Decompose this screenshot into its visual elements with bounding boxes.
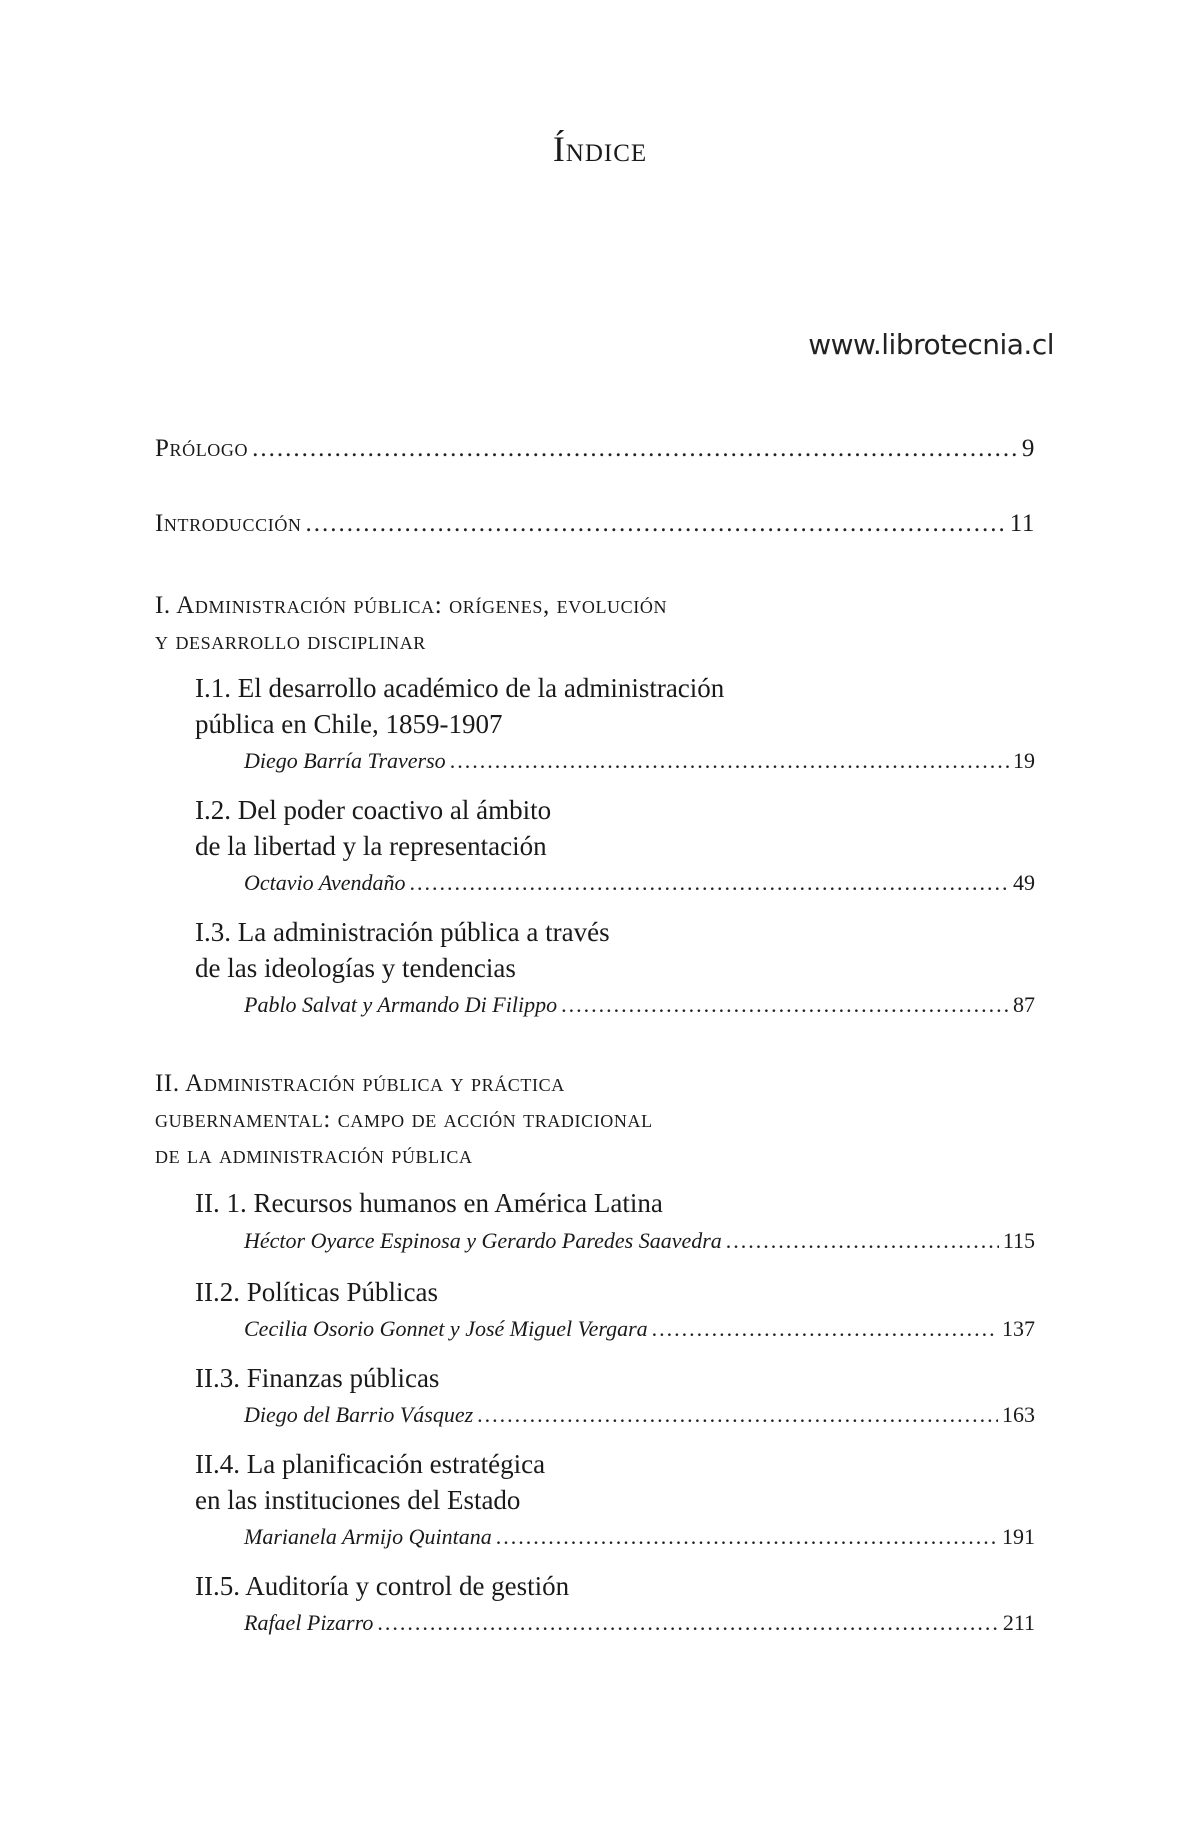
title-line: I.2. Del poder coactivo al ámbito	[195, 795, 552, 825]
toc-entry-introduccion	[155, 510, 1035, 538]
page-number: 191	[1002, 1524, 1035, 1549]
chapter-author: Diego del Barrio Vásquez	[244, 1402, 474, 1427]
page-title: Índice	[552, 129, 648, 169]
title-line: II.2. Políticas Públicas	[195, 1277, 438, 1307]
chapter-author-row-I1	[244, 748, 1035, 774]
dot-leader	[410, 870, 1010, 896]
title-line: II.4. La planificación estratégica	[195, 1449, 546, 1479]
title-line: de la libertad y la representación	[195, 831, 547, 861]
chapter-author: Diego Barría Traverso	[244, 748, 446, 773]
entry-label: Prólogo	[155, 435, 249, 462]
chapter-title-II4	[195, 1446, 955, 1518]
chapter-author: Héctor Oyarce Espinosa y Gerardo Paredes Saavedra	[244, 1228, 722, 1253]
toc-entry-prologo	[155, 435, 1035, 463]
dot-leader	[377, 1610, 998, 1636]
title-line: pública en Chile, 1859-1907	[195, 709, 503, 739]
title-line: en las instituciones del Estado	[195, 1485, 521, 1515]
dot-leader	[252, 435, 1018, 463]
chapter-title-I3	[195, 914, 955, 986]
title-line: I.3. La administración pública a través	[195, 917, 610, 947]
part-heading-2	[155, 1066, 955, 1174]
chapter-author: Cecilia Osorio Gonnet y José Miguel Vergara	[244, 1316, 648, 1341]
chapter-author: Pablo Salvat y Armando Di Filippo	[244, 992, 558, 1017]
page-number: 9	[1021, 435, 1035, 462]
dot-leader	[496, 1524, 998, 1550]
chapter-title-II5	[195, 1568, 955, 1604]
page-number: 11	[1009, 510, 1035, 537]
dot-leader	[652, 1316, 998, 1342]
heading-line: de la administración pública	[155, 1142, 473, 1169]
page-number: 49	[1013, 870, 1035, 895]
entry-label: Introducción	[155, 510, 302, 537]
chapter-title-II2	[195, 1274, 955, 1310]
chapter-author-row-I3	[244, 992, 1035, 1018]
chapter-title-I2	[195, 792, 955, 864]
chapter-author-row-I2	[244, 870, 1035, 896]
page-number: 87	[1013, 992, 1035, 1017]
chapter-title-II1	[195, 1185, 955, 1221]
chapter-author-row-II2	[244, 1316, 1035, 1342]
page-number: 115	[1002, 1228, 1035, 1253]
chapter-author: Marianela Armijo Quintana	[244, 1524, 492, 1549]
dot-leader	[561, 992, 1009, 1018]
title-line: II.5. Auditoría y control de gestión	[195, 1571, 570, 1601]
chapter-author: Octavio Avendaño	[244, 870, 406, 895]
page-number: 163	[1002, 1402, 1035, 1427]
page-number: 211	[1002, 1610, 1035, 1635]
dot-leader	[306, 510, 1006, 538]
dot-leader	[726, 1228, 999, 1254]
chapter-title-II3	[195, 1360, 955, 1396]
part-heading-1	[155, 588, 955, 660]
chapter-author-row-II4	[244, 1524, 1035, 1550]
watermark-url: www.librotecnia.cl	[808, 328, 1054, 361]
chapter-author-row-II5	[244, 1610, 1035, 1636]
chapter-title-I1	[195, 670, 955, 742]
page-number: 19	[1013, 748, 1035, 773]
title-line: II. 1. Recursos humanos en América Latina	[195, 1188, 663, 1218]
dot-leader	[450, 748, 1009, 774]
title-line: de las ideologías y tendencias	[195, 953, 516, 983]
chapter-author-row-II1	[244, 1228, 1035, 1254]
heading-line: gubernamental: campo de acción tradicional	[155, 1106, 653, 1133]
title-line: I.1. El desarrollo académico de la administración	[195, 673, 725, 703]
heading-line: II. Administración pública y práctica	[155, 1070, 565, 1097]
title-line: II.3. Finanzas públicas	[195, 1363, 440, 1393]
page-number: 137	[1002, 1316, 1035, 1341]
chapter-author: Rafael Pizarro	[244, 1610, 374, 1635]
chapter-author-row-II3	[244, 1402, 1035, 1428]
dot-leader	[477, 1402, 998, 1428]
heading-line: I. Administración pública: orígenes, evolución	[155, 592, 668, 619]
heading-line: y desarrollo disciplinar	[155, 628, 426, 655]
